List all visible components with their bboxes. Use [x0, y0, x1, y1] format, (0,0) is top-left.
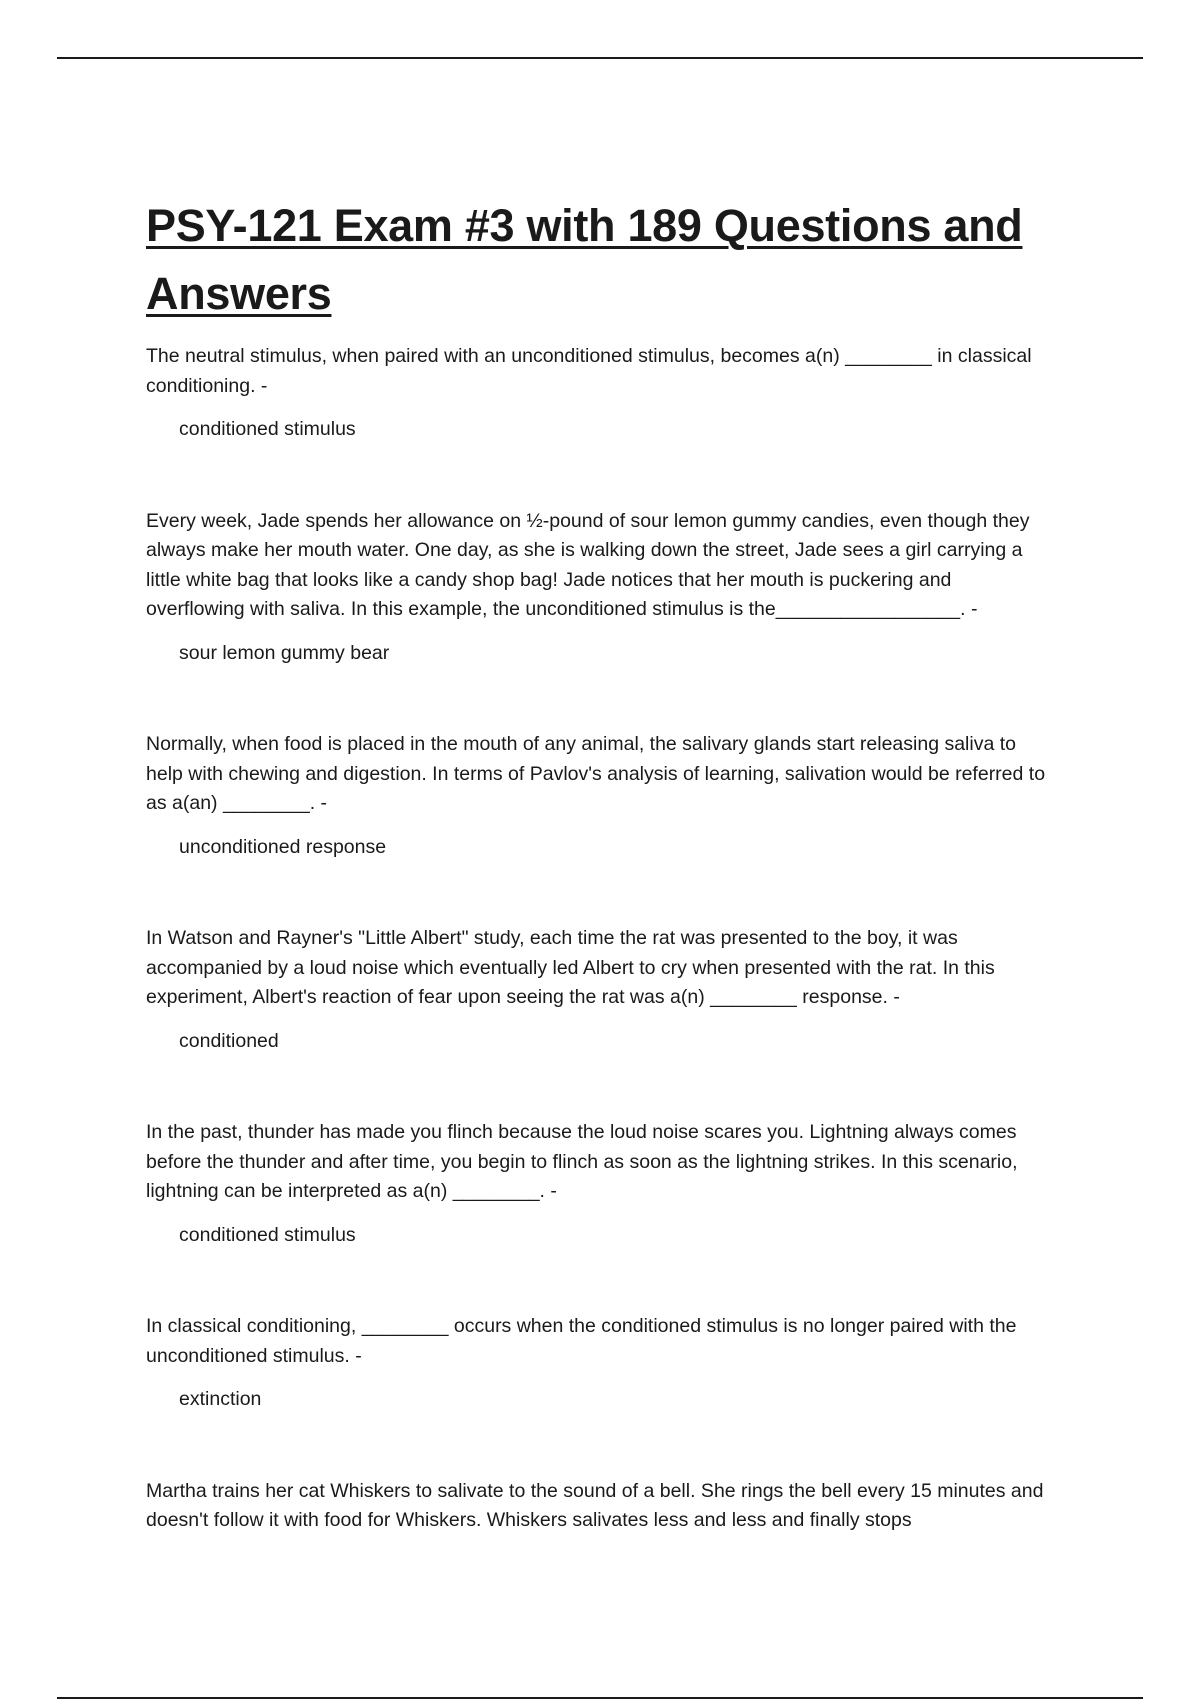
- document-body: [146, 192, 1046, 1536]
- answer-text: unconditioned response: [179, 835, 387, 858]
- qa-item: [146, 342, 1046, 445]
- question-text: In classical conditioning, ________ occurs when the conditioned stimulus is no longer paired with the unconditioned stimulus. -: [146, 1315, 1017, 1367]
- qa-item: [146, 1118, 1046, 1250]
- question-text: In Watson and Rayner's "Little Albert" study, each time the rat was presented to the boy, it was accompanied by a loud noise which eventually led Albert to cry when presented with the rat. In this experiment, Albert's reaction of fear upon seeing the rat was a(n) ________ response. -: [146, 927, 995, 1008]
- qa-item: [146, 730, 1046, 862]
- header-rule: [57, 57, 1143, 59]
- document-title: PSY-121 Exam #3 with 189 Questions and Answers: [146, 200, 1023, 319]
- answer-text: conditioned stimulus: [179, 418, 356, 440]
- answer-text: sour lemon gummy bear: [179, 641, 390, 664]
- question-text: Normally, when food is placed in the mouth of any animal, the salivary glands start releasing saliva to help with chewing and digestion. In terms of Pavlov's analysis of learning, salivation would be referred to as a(an) ________. -: [146, 733, 1046, 814]
- answer-text: conditioned stimulus: [179, 1223, 356, 1246]
- answer-text: extinction: [179, 1388, 262, 1410]
- question-text: In the past, thunder has made you flinch because the loud noise scares you. Lightning always comes before the thunder and after time, you begin to flinch as soon as the lightning strikes. In this scenario, lightning can be interpreted as a(n) ________. -: [146, 1121, 1018, 1202]
- question-text: The neutral stimulus, when paired with an unconditioned stimulus, becomes a(n) ________ in classical conditioning. -: [146, 345, 1032, 397]
- qa-item: [146, 1312, 1046, 1415]
- question-text: Every week, Jade spends her allowance on ½-pound of sour lemon gummy candies, even though they always make her mouth water. One day, as she is walking down the street, Jade sees a girl carrying a little white bag that looks like a candy shop bag! Jade notices that her mouth is puckering and overflowing with saliva. In this example, the unconditioned stimulus is the_________________. -: [146, 509, 1030, 620]
- question-text: Martha trains her cat Whiskers to salivate to the sound of a bell. She rings the bell every 15 minutes and doesn't follow it with food for Whiskers. Whiskers salivates less and less and finally stops: [146, 1479, 1044, 1531]
- answer-text: conditioned: [179, 1029, 279, 1052]
- qa-item: [146, 507, 1046, 669]
- footer-rule: [57, 1697, 1143, 1699]
- qa-item: [146, 1477, 1046, 1536]
- qa-item: [146, 924, 1046, 1056]
